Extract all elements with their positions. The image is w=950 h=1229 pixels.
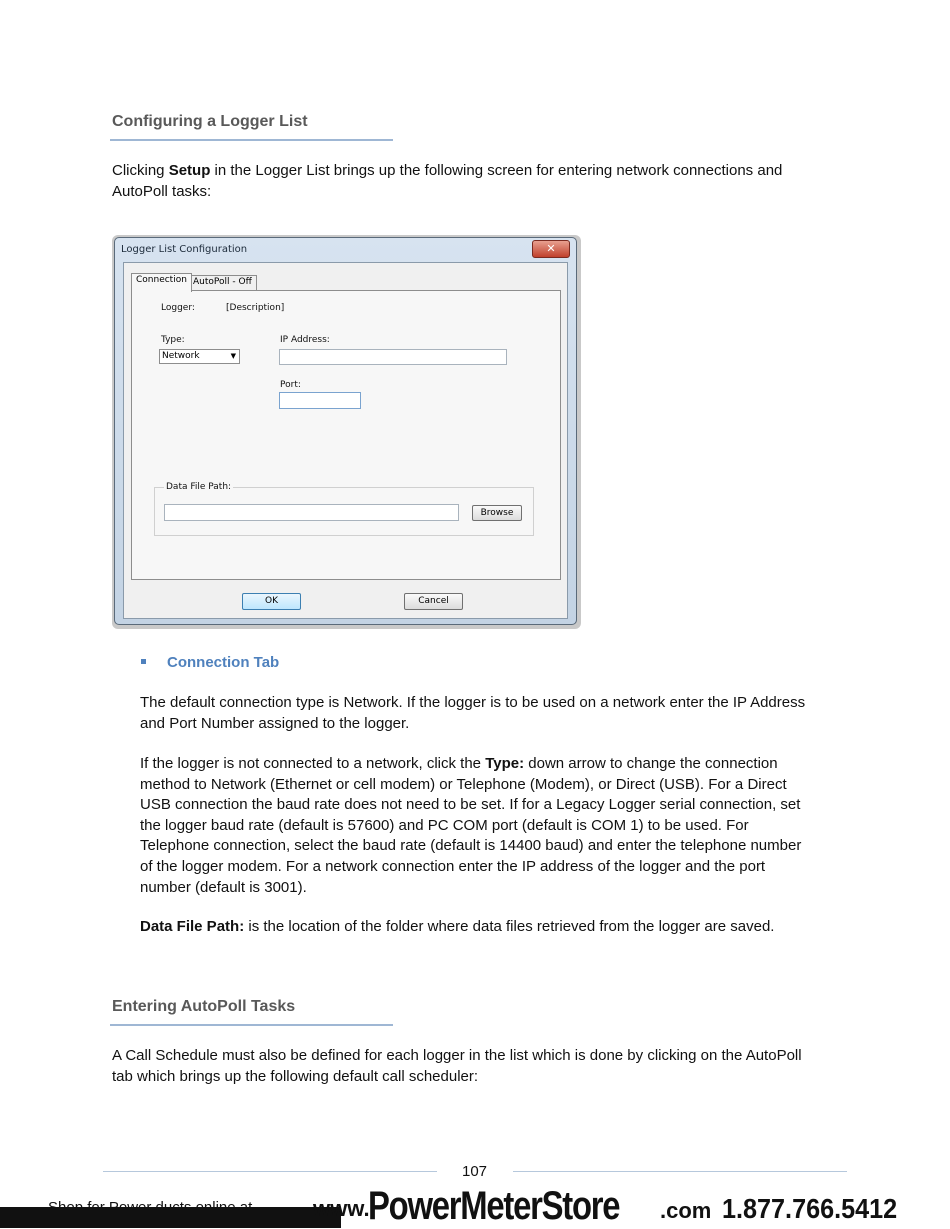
heading-underline [110, 139, 393, 141]
para2-line: of the logger modem. For a network connection enter the IP address of the logger and the port [140, 857, 766, 875]
para2-line: the logger baud rate (default is 57600) and PC COM port (default is COM 1) to be used. For [140, 816, 749, 834]
ip-address-label: IP Address: [280, 335, 330, 345]
ip-address-input[interactable] [279, 349, 507, 365]
para2-line: number (default is 3001). [140, 878, 307, 896]
footer-rule-right [513, 1171, 847, 1172]
para1-line2: and Port Number assigned to the logger. [140, 714, 410, 732]
type-label: Type: [161, 335, 185, 345]
para2-type-bold: Type: [485, 755, 525, 772]
dialog-client-area [123, 262, 568, 619]
para2-post: down arrow to change the connection [524, 755, 778, 772]
cancel-button[interactable]: Cancel [404, 593, 463, 610]
connection-tab-panel [131, 290, 561, 580]
logger-list-configuration-dialog [114, 237, 577, 625]
close-icon[interactable]: ✕ [532, 240, 570, 258]
port-input[interactable] [279, 392, 361, 409]
logger-label: Logger: [161, 303, 195, 313]
footer-rule-left [103, 1171, 437, 1172]
autopoll-line1: A Call Schedule must also be defined for each logger in the list which is done by clicking on the AutoPoll [112, 1047, 802, 1064]
bullet-icon [141, 659, 146, 664]
tab-connection[interactable]: Connection [131, 273, 192, 292]
intro-post: in the Logger List brings up the following screen for entering network connections and [210, 162, 783, 179]
intro-paragraph [112, 161, 852, 202]
port-label: Port: [280, 380, 301, 390]
logger-description: [Description] [226, 303, 285, 313]
footer-www[interactable]: www. [313, 1196, 370, 1221]
intro-setup-bold: Setup [168, 162, 211, 179]
data-file-path-label: Data File Path: [166, 482, 232, 492]
footer-brand-name[interactable]: PowerMeterStore [368, 1184, 620, 1228]
para2-line: method to Network (Ethernet or cell modem) or Telephone (Modem), or Direct (USB). For a Direct [140, 775, 787, 793]
data-file-path-bold: Data File Path: [140, 918, 245, 935]
para2-pre: If the logger is not connected to a network, click the [140, 755, 486, 772]
autopoll-paragraph [112, 1046, 852, 1087]
intro-line2: AutoPoll tasks: [112, 182, 212, 200]
browse-button[interactable]: Browse [472, 505, 522, 521]
page-number: 107 [462, 1163, 488, 1180]
tab-autopoll[interactable]: AutoPoll - Off [188, 275, 257, 291]
footer-black-bar [0, 1207, 341, 1228]
data-file-path-input[interactable] [164, 504, 459, 521]
connection-tab-heading: Connection Tab [167, 654, 280, 671]
section-heading-configuring: Configuring a Logger List [112, 113, 308, 130]
intro-pre: Clicking [112, 162, 169, 179]
dialog-title: Logger List Configuration [121, 244, 248, 255]
connection-paragraph-3 [140, 917, 860, 938]
footer-com[interactable]: .com [660, 1198, 712, 1223]
autopoll-line2: tab which brings up the following default call scheduler: [112, 1067, 479, 1085]
ok-button[interactable]: OK [242, 593, 301, 610]
heading-underline [110, 1024, 393, 1026]
type-select[interactable] [159, 349, 240, 364]
type-select-value: Network [162, 351, 200, 361]
section-heading-autopoll: Entering AutoPoll Tasks [112, 998, 296, 1015]
connection-paragraph-2 [140, 754, 860, 898]
connection-paragraph-1 [140, 693, 860, 734]
para2-line: Telephone connection, select the baud rate (default is 14400 baud) and enter the telephone number [140, 837, 802, 855]
para2-line: USB connection the baud rate does not need to be set. If for a Legacy Logger serial connection, set [140, 796, 801, 814]
para1-line1: The default connection type is Network. If the logger is to be used on a network enter the IP Address [140, 694, 806, 711]
chevron-down-icon: ▼ [230, 352, 236, 360]
para3-rest: is the location of the folder where data files retrieved from the logger are saved. [244, 918, 775, 935]
footer-phone: 1.877.766.5412 [722, 1193, 898, 1224]
